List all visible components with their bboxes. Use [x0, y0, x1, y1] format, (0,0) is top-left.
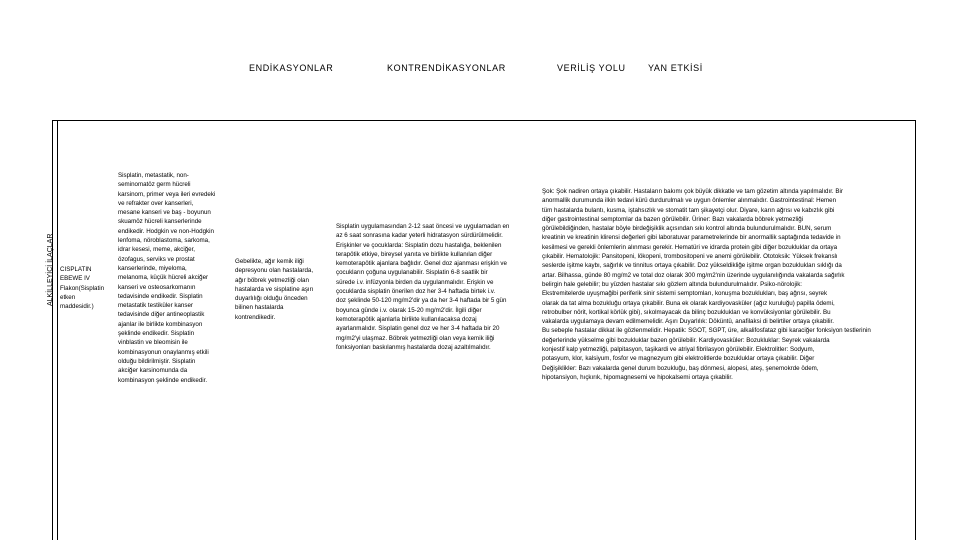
administration-line: az 6 saat sonrasına kadar yeterli hidratasyon sürdürülmelidir.	[336, 232, 503, 240]
header-verilis-yolu: VERİLİŞ YOLU	[557, 63, 626, 73]
indication-line: tedavisinde diğer antineoplastik	[118, 311, 205, 319]
indication-line: lenfoma, nöroblastoma, sarkoma,	[118, 237, 210, 245]
administration-line: fonksiyonları baskılanmış hastalarda dozaj azaltılmalıdır.	[336, 343, 491, 351]
table-left-border	[52, 120, 53, 540]
drug-name-line: CISPLATIN	[60, 266, 92, 273]
administration-line: Sisplatin uygulamasından 2-12 saat öncesi ve uygulamadan en	[336, 223, 510, 230]
contraindication-line: hastalarda ve sisplatine aşırı	[235, 285, 314, 293]
drug-name-line: etken	[60, 293, 76, 301]
table-right-border	[915, 120, 916, 540]
side-effect-line: çıkabilir. Hematolojik: Pansitopeni, lökopeni, trombositopeni ve anemi görülebilir. Ototoksik: Yüksek frekanslı	[542, 253, 838, 261]
indication-line: vinblastin ve bleomisin ile	[118, 339, 188, 347]
administration-line: çocuklarda sisplatin önerilen doz her 3-4 haftada birtek i.v.	[336, 288, 496, 296]
side-effect-line: diğer gastrointestinal semptomlar da bazen görülebilir. Üriner: Bazı vakalarda böbrek yetmezliği	[542, 215, 804, 223]
indication-line: şeklinde endikedir. Sisplatin	[118, 330, 195, 338]
indication-line: idrar kesesi, meme, akciğer,	[118, 246, 196, 254]
indication-line: kombinasyon şeklinde endikedir.	[118, 376, 208, 384]
indication-line: akciğer karsinomunda da	[118, 367, 188, 375]
contraindications-cell	[235, 257, 335, 322]
side-effects-cell	[542, 187, 913, 382]
indication-line: kanserlerinde, miyeloma,	[118, 264, 187, 272]
administration-line: sürede i.v. infüzyonla birden da uygulanmalıdır. Erişkin ve	[336, 278, 494, 286]
side-effect-line: hipotansiyon, hıçkırık, hipomagnesemi ve hipokalsemi ortaya çıkabilir.	[542, 373, 733, 381]
contraindication-line: Gebelikte, ağır kemik iliği	[235, 258, 304, 265]
indication-line: seminomatöz germ hücreli	[118, 181, 191, 189]
administration-line: doz şeklinde 50-120 mg/m2'dir ya da her 3-4 haftada bir 5 gün	[336, 297, 507, 305]
indication-line: kanseri ve osteosarkomanın	[118, 283, 196, 291]
side-effect-line: retrobulber nörit, kortikal körlük gibi), sıkolmayacak da bilinç bozuklukları ve konvüksiyonlar görülebilir. Bu	[542, 308, 831, 316]
administration-line: kemoterapötik ajanlarla birlikte kullanılacaksa dozaj	[336, 315, 477, 323]
administration-line: ayarlanmalıdır. Sisplatin genel doz ve her 3-4 haftada bir 20	[336, 325, 500, 333]
side-effect-line: değerlerinde yükselme gibi bozukluklar bazen görülebilir. Kardiyovasküler: Bozukluklar: Seyrek vakalarda	[542, 336, 830, 344]
side-effect-line: artar. Bilhassa, günde 80 mg/m2 ve total doz olarak 300 mg/m2'nin üzerinde uygulanılığında vakalarda sağırlık	[542, 271, 845, 279]
side-label-divider	[57, 120, 58, 540]
administration-line: kemoterapötik ajanlara bağlıdır. Genel doz ajanması erişkin ve	[336, 260, 507, 268]
administration-line: Erişkinler ve çocuklarda: Sisplatin dozu hastalığa, beklenilen	[336, 241, 502, 249]
indication-line: tedavisinde endikedir. Sisplatin	[118, 292, 203, 300]
indication-line: mesane kanseri ve baş - boyunun	[118, 209, 211, 217]
administration-line: mg/m2'yi ulaşmaz. Böbrek yetmezliği olan veya kemik iliği	[336, 334, 495, 342]
indication-line: karsinom, primer veya ileri evredeki	[118, 190, 216, 198]
administration-line: boyunca günde i.v. olarak 15-20 mg/m2'dir. İlgili diğer	[336, 306, 482, 314]
header-kontrendikasyonlar: KONTRENDİKASYONLAR	[387, 63, 506, 73]
side-effect-line: Ekstremitelerde uyuşmağibi periferik sinir sistemi semptomları, konuşma bozuklukları, baş ağrısı, seyrek	[542, 290, 828, 298]
side-effect-line: seslerde işitme kaybı, sağırlık ve tinnitus ortaya çıkabilir. Doz yükseldikliğe işitme organ bozuklukları sıklığı da	[542, 262, 842, 270]
indication-line: ajanlar ile birlikte kombinasyon	[118, 320, 203, 328]
drug-name-line: maddesidir.)	[60, 303, 94, 311]
side-effect-line: Bu sebeple hastalar dikkat ile gözlenmelidir. Hepatik: SGOT, SGPT, üre, alkalifosfataz gibi karaciğer fonksiyon testlerinin	[542, 327, 871, 335]
side-effect-line: kreatinin ve kreatinin klirensi değerleri gibi laboratuvar parametrelerinde bir anormallik saptağında tedavide in	[542, 234, 841, 242]
drug-name-line: EBEWE IV	[60, 275, 90, 283]
header-yan-etkisi: YAN ETKİSİ	[648, 63, 703, 73]
side-effect-line: Şok: Şok nadiren ortaya çıkabilir. Hastaların bakımı çok büyük dikkatle ve tam gözetim altında yapılmalıdır. Bir	[542, 188, 843, 195]
contraindication-line: kontrendikedir.	[235, 313, 276, 321]
indication-line: melanoma, küçük hücreli akciğer	[118, 274, 209, 282]
side-effect-line: potasyum, klor, kalsiyum, fosfor ve magnezyum gibi elektrolitlerde bozukluklar ortaya çıkabilir. Diğer	[542, 355, 815, 363]
indication-line: Sisplatin, metastatik, non-	[118, 172, 189, 179]
side-effect-line: kesilmesi ve gerekli önlemlerin alınması gerekir. Hematüri ve idrarda protein gibi diğer bozukluklar da ortaya	[542, 243, 838, 251]
side-effect-line: Değişiklikler: Bazı vakalarda genel durum bozukluğu, baş dönmesi, alopesi, ateş, şenemokrde ödem,	[542, 364, 819, 372]
side-label: ALKİLLEYİCİ İLAÇLAR	[47, 233, 54, 306]
drug-name-line: Flakon(Sisplatin	[60, 284, 105, 292]
indication-line: özofagus, serviks ve prostat	[118, 255, 195, 263]
indication-line: olduğu bildirilmiştir. Sisplatin	[118, 357, 196, 365]
side-effect-line: belirgin hale gelebilir; bu yüzden hastalar sıkı gözlem altında bulundurulmalıdır. Psiko-nörolojik:	[542, 280, 803, 288]
contraindication-line: bilinen hastalarda	[235, 304, 284, 312]
indication-line: endikedir. Hodgkin ve non-Hodgkin	[118, 227, 214, 235]
contraindication-line: duyarlılığı olduğu önceden	[235, 295, 308, 303]
side-effect-line: konjestif kalp yetmezliği, palpitasyon, taşikardi ve atriyal fibrilasyon görülebilir. Elektrolitler: Sodyum,	[542, 346, 815, 354]
indication-line: ve refrakter over kanserleri,	[118, 199, 194, 207]
administration-line: terapötik etkiye, bireysel yanıta ve birlikte kullanılan diğer	[336, 250, 493, 258]
indication-line: kombinasyonun onaylanmış etkili	[118, 348, 209, 356]
table-top-border	[52, 120, 916, 121]
administration-cell	[336, 222, 538, 352]
header-endikasyonlar: ENDİKASYONLAR	[249, 63, 334, 73]
side-effect-line: olarak da tat alma bozukluğu ortaya çıkabilir. Buna ek olarak kardiyovasküler (ağız kuruluğu) papilla ödemi,	[542, 299, 835, 307]
contraindication-line: ağır böbrek yetmezliği olan	[235, 276, 309, 284]
indication-line: skuamöz hücreli kanserlerinde	[118, 218, 202, 226]
side-effect-line: görülebildiğinden, hastalar böyle birdeğişiklik açısından sıkı kontrol altında bulundurulmalıdır. BUN, serum	[542, 225, 832, 233]
drug-name-cell	[60, 265, 118, 311]
indications-cell	[118, 171, 236, 385]
indication-line: metastatik testiküler kanser	[118, 302, 193, 310]
side-effect-line: tüm hastalarda bulantı, kusma, iştahsızlık ve stomatit tam şikayetçi olur. Diyare, karın ağrısı ve kabızlık gibi	[542, 206, 835, 214]
side-effect-line: anormallik durumunda ilkin tedavi kürü durdurulmalı ve uygun önlemler alınmalıdır. Gastrointestinal: Hemen	[542, 197, 837, 205]
contraindication-line: depresyonu olan hastalarda,	[235, 267, 314, 275]
side-effect-line: vakalarda uygulamaya devam edilmemelidir. Aşırı Duyarlılık: Döküntü, anafilaksi di belirtiler ortaya çıkabilir.	[542, 318, 834, 326]
administration-line: çocukların çoğuna uygulanabilir. Sisplatin 6-8 saatlik bir	[336, 269, 488, 277]
